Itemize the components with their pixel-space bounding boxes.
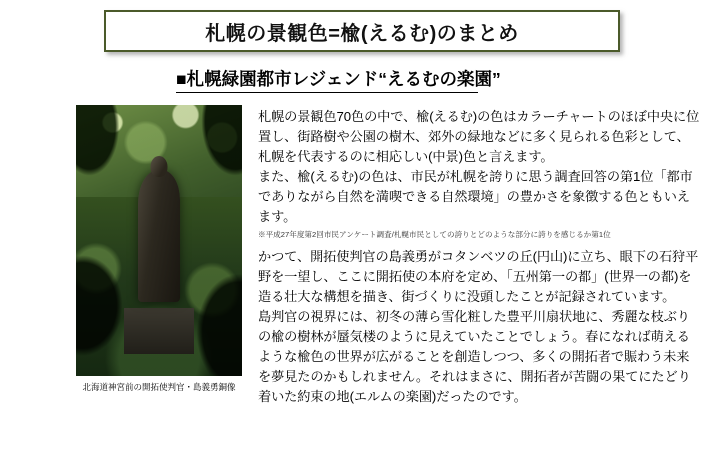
body-paragraph-3: かつて、開拓使判官の島義勇がコタンベツの丘(円山)に立ち、眼下の石狩平野を一望し、ここに開拓使の本府を定め、「五州第一の都」(世界一の都)を造る壮大な構想を描き、街づくりに没頭したことが記録されています。 [258,249,699,305]
body-paragraph-4: 島判官の視界には、初冬の薄ら雪化粧した豊平川扇状地に、秀麗な枝ぶりの楡の樹林が蜃気楼のように見えていたことでしょう。春になれば萌えるような楡色の世界が広がることを創造しつつ、多くの開拓者で賑わう未来を夢見たのかもしれません。それはまさに、開拓者が苦闘の果てにたどり着いた約束の地(エルムの楽園)だったのです。 [258,309,691,405]
title-banner-text: 札幌の景観色=楡(えるむ)のまとめ [205,22,519,45]
body-text-column [258,107,702,408]
section-heading: ■札幌緑園都市レジェンド“えるむの楽園” [176,69,501,89]
title-banner [104,10,620,52]
body-paragraph-2: また、楡(えるむ)の色は、市民が札幌を誇りに思う調査回答の第1位「都市でありながら自然を満喫できる自然環境」の豊かさを象徴する色ともいえます。 [258,169,693,225]
photo-caption: 北海道神宮前の開拓使判官・島義勇銅像 [82,382,236,392]
photo-block [76,105,242,392]
statue-photo [76,105,242,376]
body-paragraph-1: 札幌の景観色70色の中で、楡(えるむ)の色はカラーチャートのほぼ中央に位置し、街路樹や公園の樹木、郊外の緑地などに多く見られる色彩として、札幌を代表するのに相応しい(中景)色と言えます。 [258,109,700,165]
photo-leaf-vignette [76,105,242,376]
section-heading-underline [176,92,478,93]
body-footnote: ※平成27年度第2回市民アンケート調査/札幌市民としての誇りとどのような部分に誇りを感じるか第1位 [258,230,611,240]
